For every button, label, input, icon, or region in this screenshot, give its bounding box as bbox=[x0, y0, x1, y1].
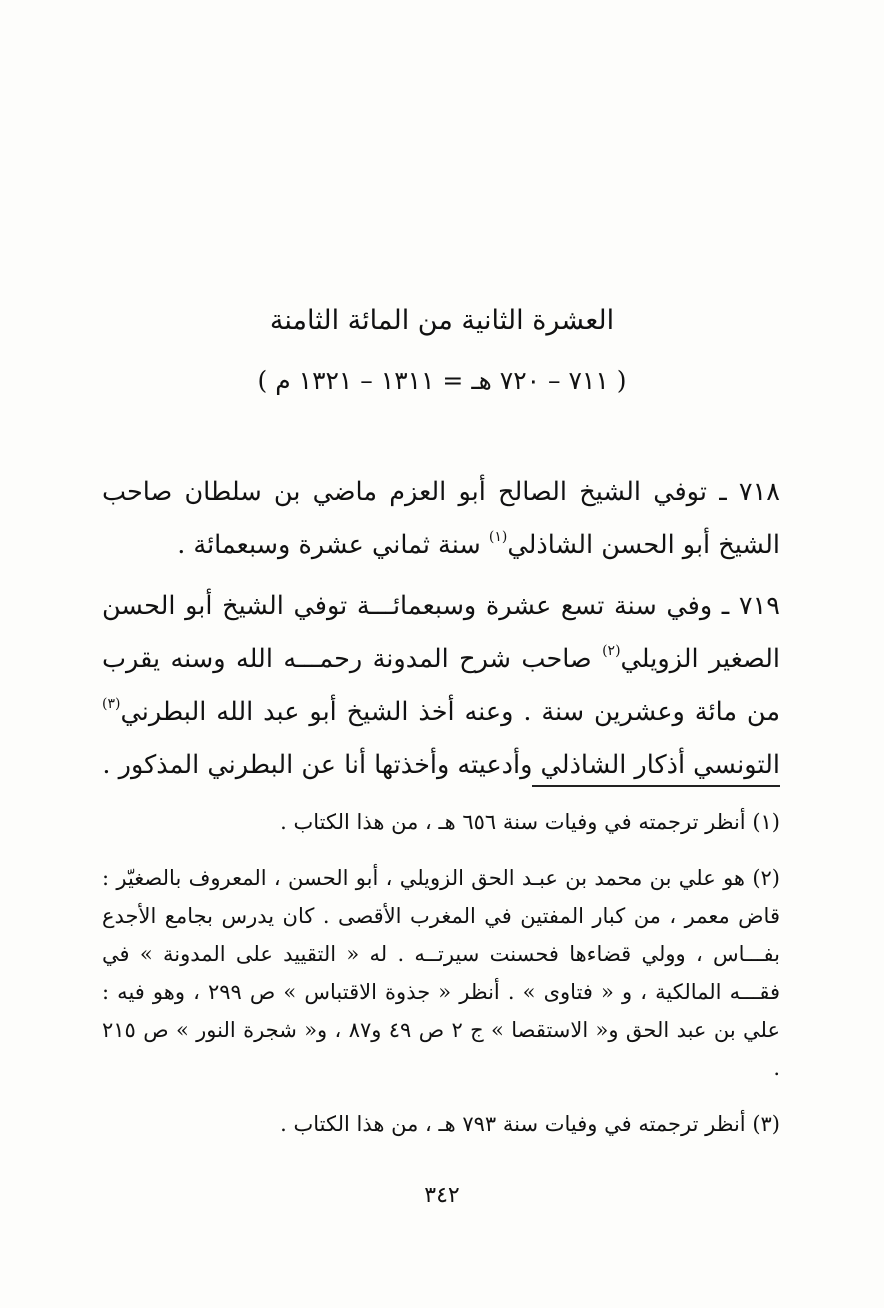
entry-719-text-end: التونسي أذكار الشاذلي وأدعيته وأخذتها أنا عن البطرني المذكور . bbox=[102, 750, 780, 780]
footnote-1: (١) أنظر ترجمته في وفيات سنة ٦٥٦ هـ ، من هذا الكتاب . bbox=[280, 810, 780, 834]
footnotes bbox=[102, 803, 780, 1157]
main-text bbox=[102, 466, 780, 800]
footnote-2: (٢) هو علي بن محمد بن عبـد الحق الزويلي ، أبو الحسن ، المعروف بالصغيّر : قاض معمر ، من كبار المفتين في المغرب الأقصى . كان يدرس بجامع الأجدع بفـــاس ، وولي قضاءها فحسنت سيرتــه . له « التقييد على المدونة » في فقـــه المالكية ، و « فتاوى » . أنظر « جذوة الاقتباس » ص ٢٩٩ ، وهو فيه : علي بن عبد الحق و« الاستقصا » ج ٢ ص ٤٩ و٨٧ ، و« شجرة النور » ص ٢١٥ . bbox=[102, 866, 781, 1080]
date-range: ( ٧١١ – ٧٢٠ هـ = ١٣١١ – ١٣٢١ م ) bbox=[257, 366, 627, 395]
page-number: ٣٤٢ bbox=[424, 1183, 460, 1208]
entry-718-text: ٧١٨ ـ توفي الشيخ الصالح أبو العزم ماضي بن سلطان صاحب الشيخ أبو الحسن الشاذلي bbox=[102, 477, 780, 560]
entry-718-text-end: سنة ثماني عشرة وسبعمائة . bbox=[177, 530, 489, 560]
entry-719 bbox=[102, 580, 780, 792]
section-title: العشرة الثانية من المائة الثامنة bbox=[269, 305, 615, 336]
entry-718 bbox=[102, 466, 780, 572]
entry-719-text-middle: صاحب شرح المدونة رحمـــه الله وسنه يقرب من مائة وعشرين سنة . وعنه أخذ الشيخ أبو عبد الله البطرني bbox=[102, 644, 780, 727]
footnote-ref-2: (٢) bbox=[602, 643, 621, 659]
footnote-ref-1: (١) bbox=[488, 529, 508, 545]
entry-719-text: ٧١٩ ـ وفي سنة تسع عشرة وسبعمائـــة توفي الشيخ أبو الحسن الصغير الزويلي bbox=[102, 591, 781, 674]
footnote-separator bbox=[532, 785, 780, 787]
footnote-ref-3: (٣) bbox=[102, 696, 121, 712]
footnote-3: (٣) أنظر ترجمته في وفيات سنة ٧٩٣ هـ ، من هذا الكتاب . bbox=[280, 1112, 780, 1136]
